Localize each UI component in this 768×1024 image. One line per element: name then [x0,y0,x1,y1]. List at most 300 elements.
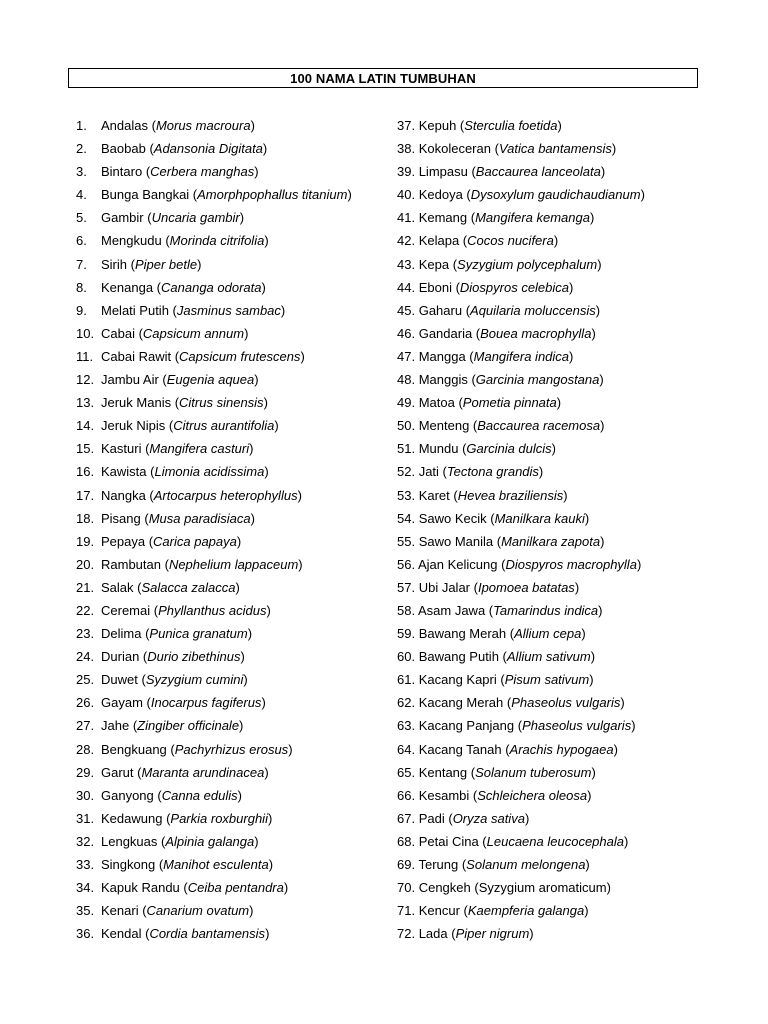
plant-list-item: 61. Kacang Kapri (Pisum sativum) [397,672,594,688]
closing-paren: ) [524,810,530,826]
item-number: 27. [76,718,95,734]
plant-list-item: 6. Mengkudu (Morinda citrifolia) [76,229,386,252]
common-name: Cengkeh [418,880,471,896]
closing-paren: ) [598,602,603,618]
plant-list-item: 51. Mundu (Garcinia dulcis) [397,441,557,457]
common-name: Cabai Rawit [101,348,172,364]
common-name: Pepaya [101,533,146,549]
plant-list-item: 20. Rambutan (Nephelium lappaceum) [76,553,386,576]
plant-list-item: 43. Kepa (Syzygium polycephalum) [397,256,602,272]
latin-name: Amorphpophallus titanium [197,187,348,203]
closing-paren: ) [600,164,606,180]
common-name: Manggis [418,372,468,388]
latin-name: Cordia bantamensis [149,926,266,942]
item-number: 42. [397,233,416,249]
item-number: 59. [397,626,416,642]
latin-name: Sterculia foetida [464,118,558,133]
latin-name: Garcinia dulcis [466,441,552,457]
plant-list-item: 22. Ceremai (Phyllanthus acidus) [76,599,386,622]
plant-list-item: 9. Melati Putih (Jasminus sambac) [76,299,386,322]
plant-list-item: 29. Garut (Maranta arundinacea) [76,761,386,784]
common-name: Menteng [418,418,470,434]
latin-name: Syzygium aromaticum [478,880,607,896]
item-number: 57. [397,579,416,595]
plant-list-item: 3. Bintaro (Cerbera manghas) [76,160,386,183]
closing-paren: ) [631,718,636,734]
common-name: Ganyong [101,787,154,803]
item-number: 22. [76,602,95,618]
latin-name: Capsicum frutescens [179,348,301,364]
closing-paren: ) [606,880,611,896]
item-number: 64. [397,741,416,757]
latin-name: Schleichera oleosa [477,787,588,803]
common-name: Singkong [101,857,156,872]
plant-list-item: 69. Terung (Solanum melongena) [397,857,590,872]
closing-paren: ) [611,141,617,157]
latin-name: Solanum tuberosum [475,764,592,780]
common-name: Kedoya [418,187,463,203]
closing-paren: ) [268,857,274,872]
item-number: 30. [76,787,95,803]
plant-list-item: 58. Asam Jawa (Tamarindus indica) [397,602,603,618]
item-number: 47. [397,348,416,364]
closing-paren: ) [239,210,245,226]
plant-list-item: 47. Mangga (Mangifera indica) [397,348,574,364]
plant-list-item: 52. Jati (Tectona grandis) [397,464,544,480]
latin-name: Cocos nucifera [467,233,554,249]
closing-paren: ) [553,233,559,249]
common-name: Bunga Bangkai [101,187,190,203]
common-name: Kepa [418,256,450,272]
plant-list-item: 41. Kemang (Mangifera kemanga) [397,210,595,226]
item-number: 68. [397,833,416,849]
plant-list-item: 53. Karet (Hevea braziliensis) [397,487,568,503]
item-number: 17. [76,487,95,503]
closing-paren: ) [591,764,596,780]
closing-paren: ) [249,903,254,919]
item-number: 25. [76,672,95,688]
item-number: 5. [76,210,87,226]
item-number: 60. [397,649,416,665]
closing-paren: ) [240,649,245,665]
closing-paren: ) [267,810,273,826]
common-name: Matoa [418,395,455,411]
item-number: 29. [76,764,95,780]
plant-list-right [397,114,717,945]
closing-paren: ) [236,533,242,549]
latin-name: Hevea braziliensis [457,487,564,503]
latin-name: Nephelium lappaceum [168,556,299,572]
latin-name: Eugenia aquea [166,372,255,388]
item-number: 54. [397,510,416,526]
plant-list-item: 46. Gandaria (Bouea macrophylla) [397,325,596,341]
plant-list-item: 64. Kacang Tanah (Arachis hypogaea) [397,741,618,757]
latin-name: Phaseolus vulgaris [511,695,621,711]
item-number: 34. [76,880,95,896]
latin-name: Bouea macrophylla [480,325,592,341]
closing-paren: ) [584,510,590,526]
latin-name: Oryza sativa [452,810,525,826]
plant-list-item: 65. Kentang (Solanum tuberosum) [397,764,596,780]
plant-list-item: 57. Ubi Jalar (Ipomoea batatas) [397,579,580,595]
item-number: 6. [76,233,87,249]
common-name: Melati Putih [101,302,169,318]
item-number: 44. [397,279,416,295]
plant-list-item: 44. Eboni (Diospyros celebica) [397,279,574,295]
closing-paren: ) [587,787,592,803]
common-name: Kawista [101,464,147,480]
plant-list-item: 10. Cabai (Capsicum annum) [76,322,386,345]
closing-paren: ) [197,256,202,272]
latin-name: Citrus aurantifolia [173,418,275,434]
item-number: 58. [397,602,416,618]
latin-name: Baccaurea lanceolata [475,164,601,180]
latin-name: Canarium ovatum [146,903,250,919]
latin-name: Citrus sinensis [179,395,264,411]
plant-list-item: 19. Pepaya (Carica papaya) [76,530,386,553]
plant-list-item: 7. Sirih (Piper betle) [76,253,386,276]
common-name: Bawang Putih [418,649,499,665]
item-number: 13. [76,395,95,411]
latin-name: Limonia acidissima [154,464,265,480]
closing-paren: ) [584,903,589,919]
plant-list-item: 49. Matoa (Pometia pinnata) [397,395,562,411]
item-number: 4. [76,187,87,203]
closing-paren: ) [590,649,596,665]
plant-list-item: 35. Kenari (Canarium ovatum) [76,899,386,922]
plant-list-item: 13. Jeruk Manis (Citrus sinensis) [76,391,386,414]
plant-list-item: 27. Jahe (Zingiber officinale) [76,714,386,737]
latin-name: Diospyros celebica [459,279,570,295]
common-name: Ceremai [101,602,151,618]
plant-list-item: 21. Salak (Salacca zalacca) [76,576,386,599]
common-name: Kapuk Randu [101,880,180,896]
common-name: Lengkuas [101,833,158,849]
item-number: 16. [76,464,95,480]
closing-paren: ) [599,372,604,388]
closing-paren: ) [249,441,254,457]
item-number: 20. [76,556,95,572]
latin-name: Kaempferia galanga [467,903,585,919]
plant-list-item: 50. Menteng (Baccaurea racemosa) [397,418,605,434]
latin-name: Adansonia Digitata [153,141,263,157]
item-number: 1. [76,118,87,133]
common-name: Sirih [101,256,128,272]
latin-name: Cananga odorata [161,279,262,295]
common-name: Kacang Panjang [418,718,515,734]
latin-name: Phyllanthus acidus [158,602,267,618]
plant-list-item: 28. Bengkuang (Pachyrhizus erosus) [76,738,386,761]
common-name: Bawang Merah [418,626,507,642]
item-number: 23. [76,626,95,642]
plant-list-item: 37. Kepuh (Sterculia foetida) [397,118,562,133]
plant-list-item: 23. Delima (Punica granatum) [76,622,386,645]
item-number: 8. [76,279,87,295]
common-name: Mangga [418,348,466,364]
item-number: 32. [76,833,95,849]
plant-list-item: 55. Sawo Manila (Manilkara zapota) [397,533,605,549]
common-name: Kedawung [101,810,163,826]
item-number: 28. [76,741,95,757]
closing-paren: ) [556,395,562,411]
plant-list-item: 31. Kedawung (Parkia roxburghii) [76,807,386,830]
closing-paren: ) [244,325,249,341]
item-number: 21. [76,579,95,595]
plant-list-item: 70. Cengkeh (Syzygium aromaticum) [397,880,611,896]
closing-paren: ) [247,626,253,642]
closing-paren: ) [557,118,562,133]
latin-name: Tamarindus indica [493,602,599,618]
closing-paren: ) [585,857,590,872]
plant-list-item: 33. Singkong (Manihot esculenta) [76,853,386,876]
latin-name: Inocarpus fagiferus [150,695,262,711]
latin-name: Mangifera kemanga [475,210,590,226]
plant-list-item: 40. Kedoya (Dysoxylum gaudichaudianum) [397,187,645,203]
plant-list-item: 42. Kelapa (Cocos nucifera) [397,233,559,249]
closing-paren: ) [263,395,268,411]
latin-name: Jasminus sambac [176,302,281,318]
latin-name: Garcinia mangostana [475,372,600,388]
latin-name: Tectona grandis [446,464,539,480]
item-number: 51. [397,441,416,457]
latin-name: Mangifera indica [473,348,570,364]
closing-paren: ) [265,926,270,942]
latin-name: Morinda citrifolia [169,233,265,249]
latin-name: Parkia roxburghii [170,810,268,826]
common-name: Duwet [101,672,138,688]
plant-list-item: 12. Jambu Air (Eugenia aquea) [76,368,386,391]
item-number: 26. [76,695,95,711]
plant-list-item: 38. Kokoleceran (Vatica bantamensis) [397,141,617,157]
item-number: 61. [397,672,416,688]
plant-list-item: 71. Kencur (Kaempferia galanga) [397,903,589,919]
closing-paren: ) [264,764,269,780]
common-name: Bintaro [101,164,143,180]
closing-paren: ) [613,741,618,757]
latin-name: Arachis hypogaea [509,741,614,757]
item-number: 63. [397,718,416,734]
latin-name: Mangifera casturi [149,441,250,457]
latin-name: Syzygium cumini [145,672,244,688]
closing-paren: ) [597,256,602,272]
plant-list-item: 24. Durian (Durio zibethinus) [76,645,386,668]
closing-paren: ) [280,302,286,318]
common-name: Rambutan [101,556,161,572]
item-number: 15. [76,441,95,457]
closing-paren: ) [600,418,605,434]
common-name: Jati [418,464,439,480]
plant-list-item: 62. Kacang Merah (Phaseolus vulgaris) [397,695,625,711]
item-number: 49. [397,395,416,411]
latin-name: Dysoxylum gaudichaudianum [470,187,641,203]
item-number: 56. [397,556,416,572]
common-name: Sawo Kecik [418,510,487,526]
closing-paren: ) [347,187,352,203]
document-title-box [68,68,698,88]
latin-name: Punica granatum [149,626,248,642]
closing-paren: ) [237,787,242,803]
plant-list-item: 72. Lada (Piper nigrum) [397,926,534,942]
item-number: 31. [76,810,95,826]
common-name: Asam Jawa [417,602,486,618]
common-name: Eboni [418,279,452,295]
latin-name: Zingiber officinale [137,718,240,734]
latin-name: Piper betle [134,256,198,272]
closing-paren: ) [250,510,255,526]
latin-name: Allium cepa [514,626,582,642]
plant-list-item: 4. Bunga Bangkai (Amorphpophallus titanium) [76,183,386,206]
item-number: 70. [397,880,416,896]
plant-list-item: 48. Manggis (Garcinia mangostana) [397,372,604,388]
common-name: Ubi Jalar [418,579,470,595]
latin-name: Allium sativum [506,649,591,665]
latin-name: Pisum sativum [504,672,590,688]
latin-name: Salacca zalacca [141,579,236,595]
item-number: 2. [76,141,87,157]
common-name: Mengkudu [101,233,162,249]
closing-paren: ) [620,695,625,711]
latin-name: Ceiba pentandra [187,880,284,896]
common-name: Terung [418,857,459,872]
closing-paren: ) [264,464,269,480]
closing-paren: ) [243,672,248,688]
item-number: 7. [76,256,87,272]
common-name: Garut [101,764,134,780]
common-name: Gambir [101,210,144,226]
item-number: 35. [76,903,95,919]
item-number: 33. [76,857,95,872]
plant-list-item: 16. Kawista (Limonia acidissima) [76,460,386,483]
closing-paren: ) [274,418,279,434]
latin-name: Aquilaria moluccensis [470,302,596,318]
latin-name: Alpinia galanga [165,833,255,849]
common-name: Jeruk Manis [101,395,172,411]
common-name: Kokoleceran [418,141,491,157]
closing-paren: ) [529,926,534,942]
latin-name: Piper nigrum [455,926,530,942]
common-name: Delima [101,626,142,642]
item-number: 69. [397,857,416,872]
closing-paren: ) [254,372,259,388]
closing-paren: ) [250,118,255,133]
closing-paren: ) [288,741,293,757]
closing-paren: ) [262,141,268,157]
item-number: 11. [76,348,94,364]
plant-list-item: 30. Ganyong (Canna edulis) [76,784,386,807]
closing-paren: ) [640,187,645,203]
item-number: 53. [397,487,416,503]
item-number: 62. [397,695,416,711]
common-name: Padi [418,810,445,826]
closing-paren: ) [538,464,544,480]
plant-list-item: 56. Ajan Kelicung (Diospyros macrophylla) [397,556,642,572]
latin-name: Maranta arundinacea [141,764,265,780]
item-number: 52. [397,464,416,480]
plant-list-item: 63. Kacang Panjang (Phaseolus vulgaris) [397,718,636,734]
closing-paren: ) [636,556,642,572]
item-number: 19. [76,533,95,549]
latin-name: Canna edulis [161,787,238,803]
common-name: Ajan Kelicung [417,556,498,572]
common-name: Pisang [101,510,141,526]
plant-list-item: 8. Kenanga (Cananga odorata) [76,276,386,299]
item-number: 3. [76,164,87,180]
common-name: Jeruk Nipis [101,418,166,434]
closing-paren: ) [563,487,568,503]
closing-paren: ) [298,556,303,572]
item-number: 40. [397,187,416,203]
closing-paren: ) [574,579,580,595]
closing-paren: ) [235,579,240,595]
plant-list-item: 15. Kasturi (Mangifera casturi) [76,437,386,460]
plant-list-item: 2. Baobab (Adansonia Digitata) [76,137,386,160]
plant-list-item: 1. Andalas (Morus macroura) [76,114,386,137]
latin-name: Musa paradisiaca [148,510,251,526]
item-number: 24. [76,649,95,665]
latin-name: Ipomoea batatas [477,579,575,595]
item-number: 71. [397,903,416,919]
item-number: 39. [397,164,416,180]
item-number: 14. [76,418,95,434]
latin-name: Uncaria gambir [151,210,240,226]
common-name: Kenari [101,903,139,919]
item-number: 43. [397,256,416,272]
common-name: Petai Cina [418,833,479,849]
document-title: 100 NAMA LATIN TUMBUHAN [290,70,476,86]
item-number: 48. [397,372,416,388]
item-number: 46. [397,325,416,341]
plant-list-item: 59. Bawang Merah (Allium cepa) [397,626,586,642]
latin-name: Baccaurea racemosa [477,418,601,434]
closing-paren: ) [283,880,289,896]
plant-list-item: 25. Duwet (Syzygium cumini) [76,668,386,691]
latin-name: Pometia pinnata [462,395,557,411]
plant-list-item: 34. Kapuk Randu (Ceiba pentandra) [76,876,386,899]
closing-paren: ) [589,210,595,226]
common-name: Kesambi [418,787,470,803]
common-name: Durian [101,649,140,665]
plant-list-item: 32. Lengkuas (Alpinia galanga) [76,830,386,853]
closing-paren: ) [261,279,266,295]
item-number: 10. [76,325,95,341]
common-name: Limpasu [418,164,468,180]
plant-list-item: 67. Padi (Oryza sativa) [397,810,530,826]
latin-name: Cerbera manghas [150,164,255,180]
latin-name: Diospyros macrophylla [505,556,637,572]
common-name: Mundu [418,441,459,457]
latin-name: Pachyrhizus erosus [174,741,289,757]
latin-name: Artocarpus heterophyllus [153,487,298,503]
common-name: Jahe [101,718,130,734]
item-number: 36. [76,926,95,942]
closing-paren: ) [239,718,244,734]
plant-list-item: 60. Bawang Putih (Allium sativum) [397,649,596,665]
common-name: Gaharu [418,302,463,318]
plant-list-item: 66. Kesambi (Schleichera oleosa) [397,787,592,803]
common-name: Cabai [101,325,135,341]
latin-name: Leucaena leucocephala [486,833,624,849]
common-name: Kacang Kapri [418,672,497,688]
item-number: 37. [397,118,416,133]
closing-paren: ) [254,164,259,180]
common-name: Nangka [101,487,146,503]
common-name: Kemang [418,210,468,226]
plant-list-item: 36. Kendal (Cordia bantamensis) [76,922,386,945]
latin-name: Solanum melongena [466,857,586,872]
common-name: Bengkuang [101,741,167,757]
common-name: Kacang Merah [418,695,504,711]
closing-paren: ) [297,487,302,503]
